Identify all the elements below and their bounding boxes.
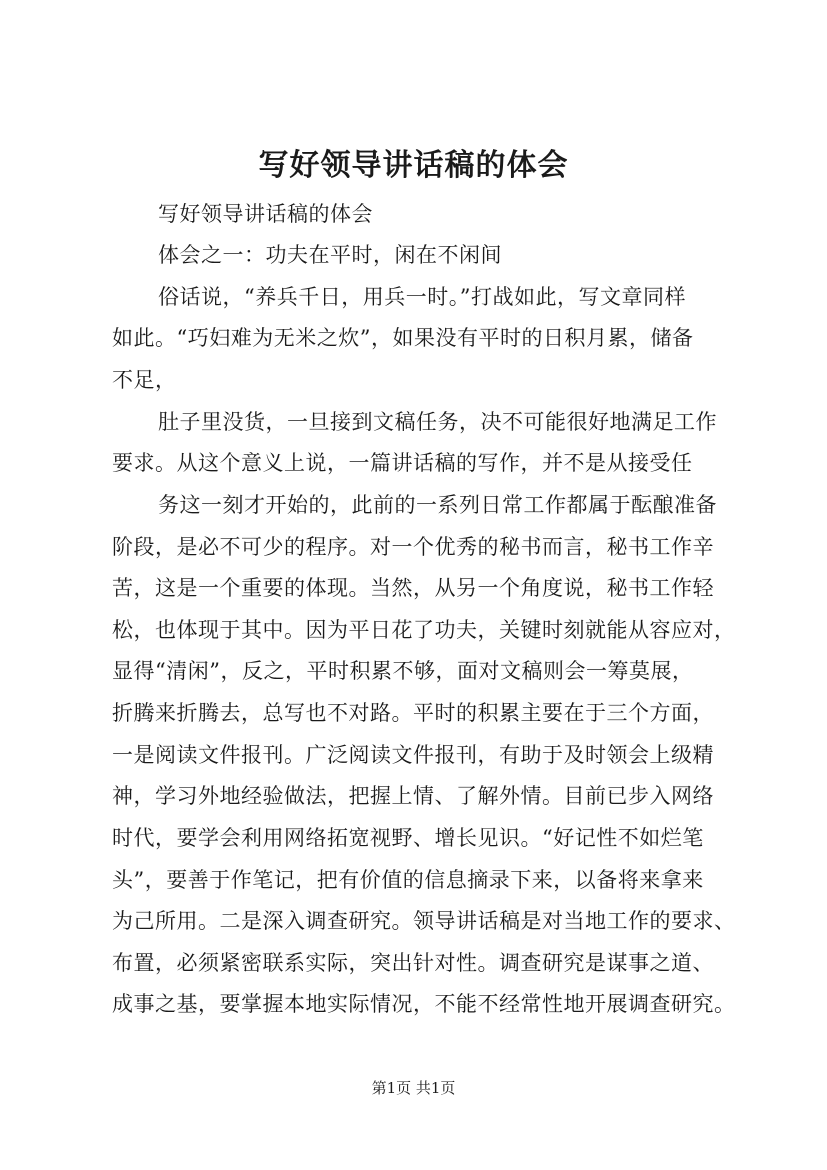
body-line: 肚子里没货，一旦接到文稿任务，决不可能很好地满足工作 <box>158 410 717 434</box>
body-line: 松，也体现于其中。因为平日花了功夫，关键时刻就能从容应对， <box>112 618 736 642</box>
body-line: 时代，要学会利用网络拓宽视野、增长见识。“好记性不如烂笔 <box>112 826 704 850</box>
body-line: 务这一刻才开始的，此前的一系列日常工作都属于酝酿准备 <box>158 493 717 517</box>
body-line: 成事之基，要掌握本地实际情况，不能不经常性地开展调查研究。 <box>112 992 736 1016</box>
body-line: 头”，要善于作笔记，把有价值的信息摘录下来，以备将来拿来 <box>112 868 704 892</box>
body-line: 显得“清闲”，反之，平时积累不够，面对文稿则会一筹莫展， <box>112 659 694 683</box>
body-line: 写好领导讲话稿的体会 <box>158 202 373 226</box>
body-line: 折腾来折腾去，总写也不对路。平时的积累主要在于三个方面， <box>112 701 714 725</box>
body-line: 苦，这是一个重要的体现。当然，从另一个角度说，秘书工作轻 <box>112 576 714 600</box>
body-line: 如此。“巧妇难为无米之炊”，如果没有平时的日积月累，储备 <box>112 326 694 350</box>
body-line: 神，学习外地经验做法，把握上情、了解外情。目前已步入网络 <box>112 784 714 808</box>
body-line: 不足， <box>112 368 177 392</box>
body-line: 要求。从这个意义上说，一篇讲话稿的写作，并不是从接受任 <box>112 451 693 475</box>
body-line: 俗话说，“养兵千日，用兵一时。”打战如此，写文章同样 <box>158 285 686 309</box>
body-line: 体会之一：功夫在平时，闲在不闲间 <box>158 243 502 267</box>
document-title: 写好领导讲话稿的体会 <box>258 148 569 183</box>
body-line: 布置，必须紧密联系实际，突出针对性。调查研究是谋事之道、 <box>112 951 714 975</box>
body-line: 阶段，是必不可少的程序。对一个优秀的秘书而言，秘书工作辛 <box>112 535 714 559</box>
body-line: 为己所用。二是深入调查研究。领导讲话稿是对当地工作的要求、 <box>112 909 736 933</box>
page-number-footer: 第1页 共1页 <box>371 1079 456 1097</box>
body-line: 一是阅读文件报刊。广泛阅读文件报刊，有助于及时领会上级精 <box>112 743 714 767</box>
